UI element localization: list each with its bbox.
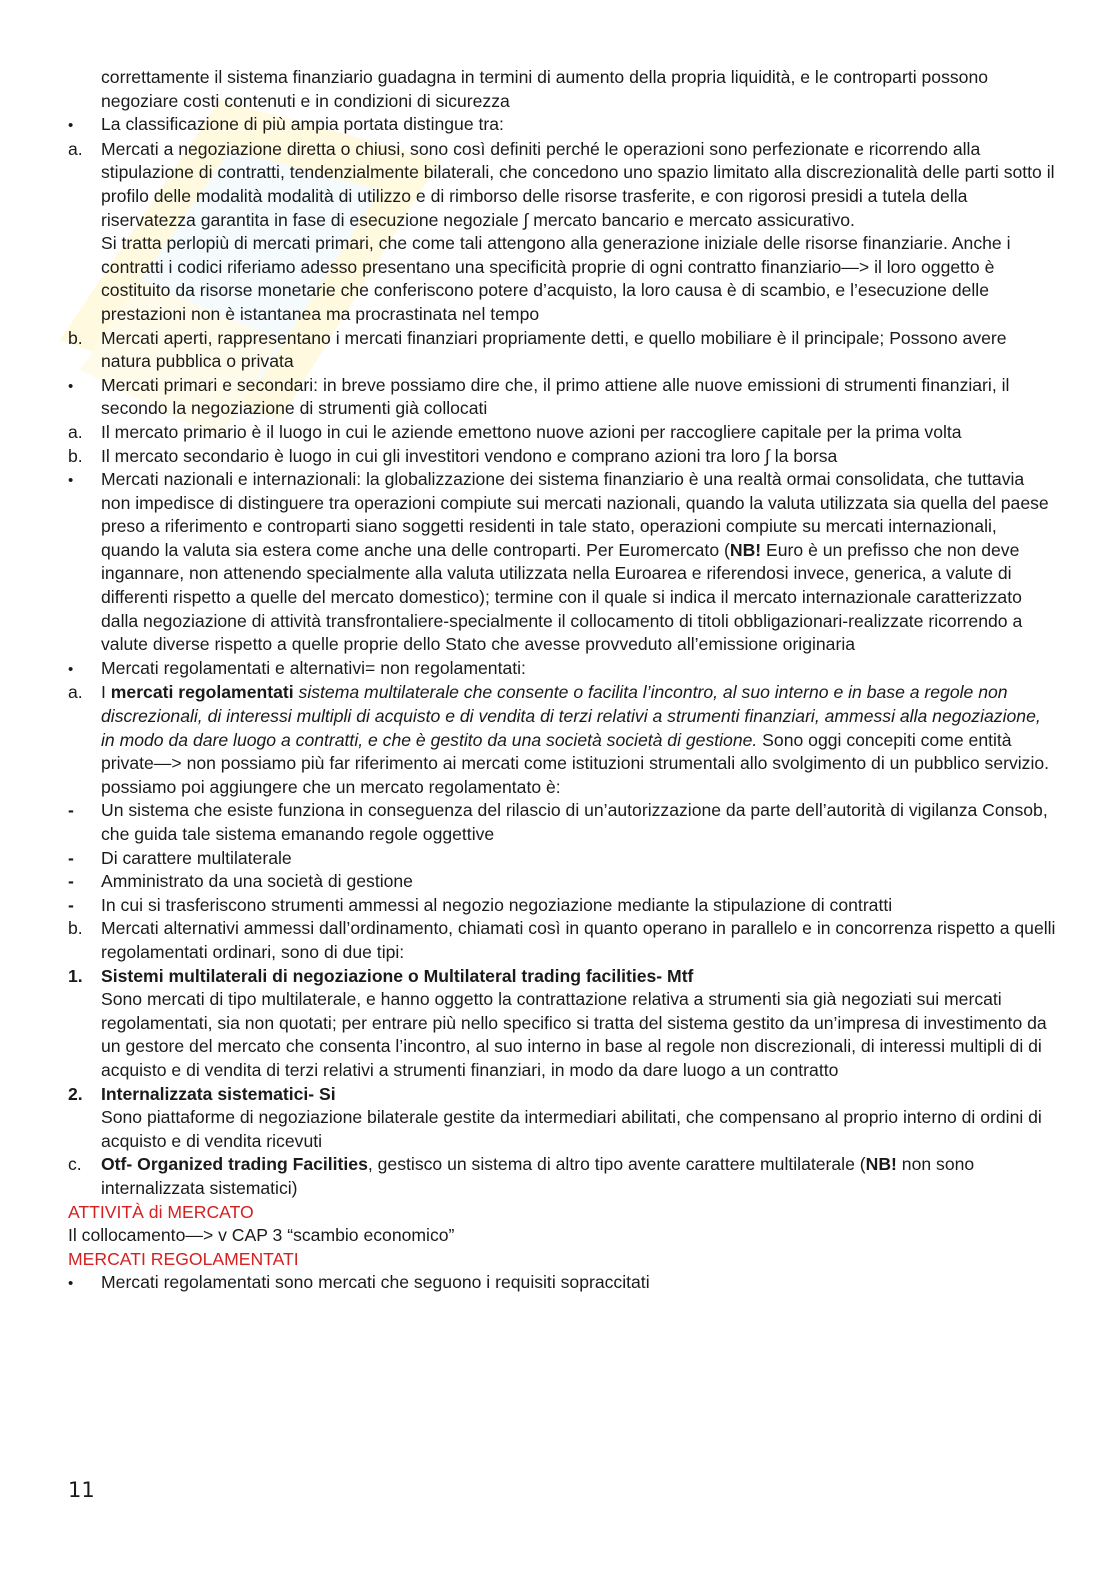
bullet-icon (68, 657, 101, 682)
paragraph: Sono piattaforme di negoziazione bilaterale gestite da intermediari abilitati, che compensano al proprio interno di ordini di acquisto e di vendita ricevuti (101, 1107, 1042, 1151)
page-number: 11 (68, 1478, 95, 1502)
list-marker: - (68, 871, 74, 892)
list-marker: b. (68, 445, 83, 466)
list-marker: 2. (68, 1083, 83, 1104)
dash-item: - Amministrato da una società di gestione (68, 870, 1058, 894)
list-marker: b. (68, 327, 83, 348)
list-marker: - (68, 800, 74, 821)
dash-item: - Di carattere multilaterale (68, 847, 1058, 871)
paragraph: Sono mercati di tipo multilaterale, e hanno oggetto la contrattazione relativa a strumenti sia già negoziati sui mercati regolamentati, sia non quotati; per entrare più nello specifico si tratta del sistema gestito da un’impresa di investimento da un gestore del mercato che consenta l’incontro, al suo interno in base al regole non discrezionali, di interessi multipli di di acquisto e di vendita di terzi relativi a strumenti finanziari, in modo da dare luogo a un contratto (101, 989, 1047, 1080)
paragraph: correttamente il sistema finanziario guadagna in termini di aumento della propria liquidità, e le controparti possono negoziare costi contenuti e in condizioni di sicurezza (101, 67, 989, 111)
list-item: b. Mercati alternativi ammessi dall’ordinamento, chiamati così in quanto operano in parallelo e in concorrenza rispetto a quelli regolamentati ordinari, sono di due tipi: (68, 917, 1058, 964)
bullet-icon (68, 113, 101, 138)
section-heading: ATTIVITÀ di MERCATO (68, 1201, 254, 1222)
bullet-icon (68, 374, 101, 421)
dash-item: - Un sistema che esiste funziona in conseguenza del rilascio di un’autorizzazione da parte dell’autorità di vigilanza Consob, che guida tale sistema emanando regole oggettive (68, 799, 1058, 846)
list-marker: b. (68, 918, 83, 939)
list-item: c. Otf- Organized trading Facilities, gestisco un sistema di altro tipo avente carattere multilaterale (NB! non sono internalizzata sistematici) (68, 1153, 1058, 1200)
list-marker: a. (68, 138, 83, 159)
paragraph: Si tratta perlopiù di mercati primari, che come tali attengono alla generazione iniziale delle risorse finanziarie. Anche i contratti i codici riferiamo adesso presentano una specificità proprie di ogni contratto finanziario—> il loro oggetto è costituito da risorse monetarie che conferiscono potere d’acquisto, la loro causa è di scambio, e l’esecuzione delle prestazioni non è istantanea ma procrastinata nel tempo (101, 233, 1011, 324)
numbered-item: 2. Internalizzata sistematici- Si (68, 1083, 1058, 1107)
bullet-icon (68, 468, 101, 657)
list-marker: a. (68, 421, 83, 442)
list-item: b. Mercati aperti, rappresentano i mercati finanziari propriamente detti, e quello mobiliare è il principale; Possono avere natura pubblica o privata (68, 327, 1058, 374)
list-item: a. I mercati regolamentati sistema multilaterale che consente o facilita l’incontro, al suo interno e in base a regole non discrezionali, di interessi multipli di acquisto e di vendita di terzi relativi a strumenti finanziari, ammessi alla negoziazione, in modo da dare luogo a contratti, e che è gestito da una società società di gestione. Sono oggi concepiti come entità private—> non possiamo più far riferimento ai mercati come istituzioni strumentali allo svolgimento di un pubblico servizio. possiamo poi aggiungere che un mercato regolamentato è: (68, 681, 1058, 799)
list-marker: c. (68, 1154, 82, 1175)
list-item: a. Il mercato primario è il luogo in cui le aziende emettono nuove azioni per raccogliere capitale per la prima volta (68, 421, 1058, 445)
list-marker: - (68, 847, 74, 868)
list-marker: 1. (68, 965, 83, 986)
list-item: b. Il mercato secondario è luogo in cui gli investitori vendono e comprano azioni tra loro ∫ la borsa (68, 445, 1058, 469)
bullet-item: • Mercati nazionali e internazionali: la globalizzazione dei sistema finanziario è una realtà ormai consolidata, che tuttavia non impedisce di distinguere tra operazioni compiute sui mercati nazionali, quando la valuta utilizzata sia quella del paese preso a riferimento e controparti siano soggetti residenti in tale stato, operazioni compiute su mercati internazionali, quando la valuta sia estera come anche una delle controparti. Per Euromercato (NB! Euro è un prefisso che non deve ingannare, non attenendo specialmente alla valuta utilizzata nella Euroarea e riferendosi invece, generica, a valute di differenti rispetto a quelle del mercato domestico); termine con il quale si indica il mercato internazionale caratterizzato dalla negoziazione di attività transfrontaliere-specialmente il collocamento di titoli obbligazionari-realizzate ricorrendo a valute diverse rispetto a quelle proprie dello Stato che avesse provveduto all’emissione originaria (68, 468, 1058, 657)
bullet-item: • Mercati regolamentati e alternativi= non regolamentati: (68, 657, 1058, 682)
section-heading: MERCATI REGOLAMENTATI (68, 1248, 299, 1269)
dash-item: - In cui si trasferiscono strumenti ammessi al negozio negoziazione mediante la stipulazione di contratti (68, 894, 1058, 918)
bullet-icon (68, 1271, 101, 1296)
list-item: a. Mercati a negoziazione diretta o chiusi, sono così definiti perché le operazioni sono perfezionate e ricorrendo alla stipulazione di contratti, tendenzialmente bilaterali, che concedono uno spazio limitato alla discrezionalità delle parti sotto il profilo delle modalità modalità di utilizzo e di rimborso delle risorse trasferite, e con rigorosi presidi a tutela della riservatezza garantita in fase di esecuzione negoziale ∫ mercato bancario e mercato assicurativo. (68, 138, 1058, 232)
paragraph: Il collocamento—> v CAP 3 “scambio economico” (68, 1225, 455, 1246)
list-marker: - (68, 894, 74, 915)
bullet-item: • Mercati regolamentati sono mercati che seguono i requisiti sopraccitati (68, 1271, 1058, 1296)
bullet-item: • Mercati primari e secondari: in breve possiamo dire che, il primo attiene alle nuove emissioni di strumenti finanziari, il secondo la negoziazione di strumenti già collocati (68, 374, 1058, 421)
bullet-item: • La classificazione di più ampia portata distingue tra: (68, 113, 1058, 138)
document-body (68, 66, 1058, 1296)
numbered-item: 1. Sistemi multilaterali di negoziazione o Multilateral trading facilities- Mtf (68, 965, 1058, 989)
list-marker: a. (68, 682, 83, 703)
